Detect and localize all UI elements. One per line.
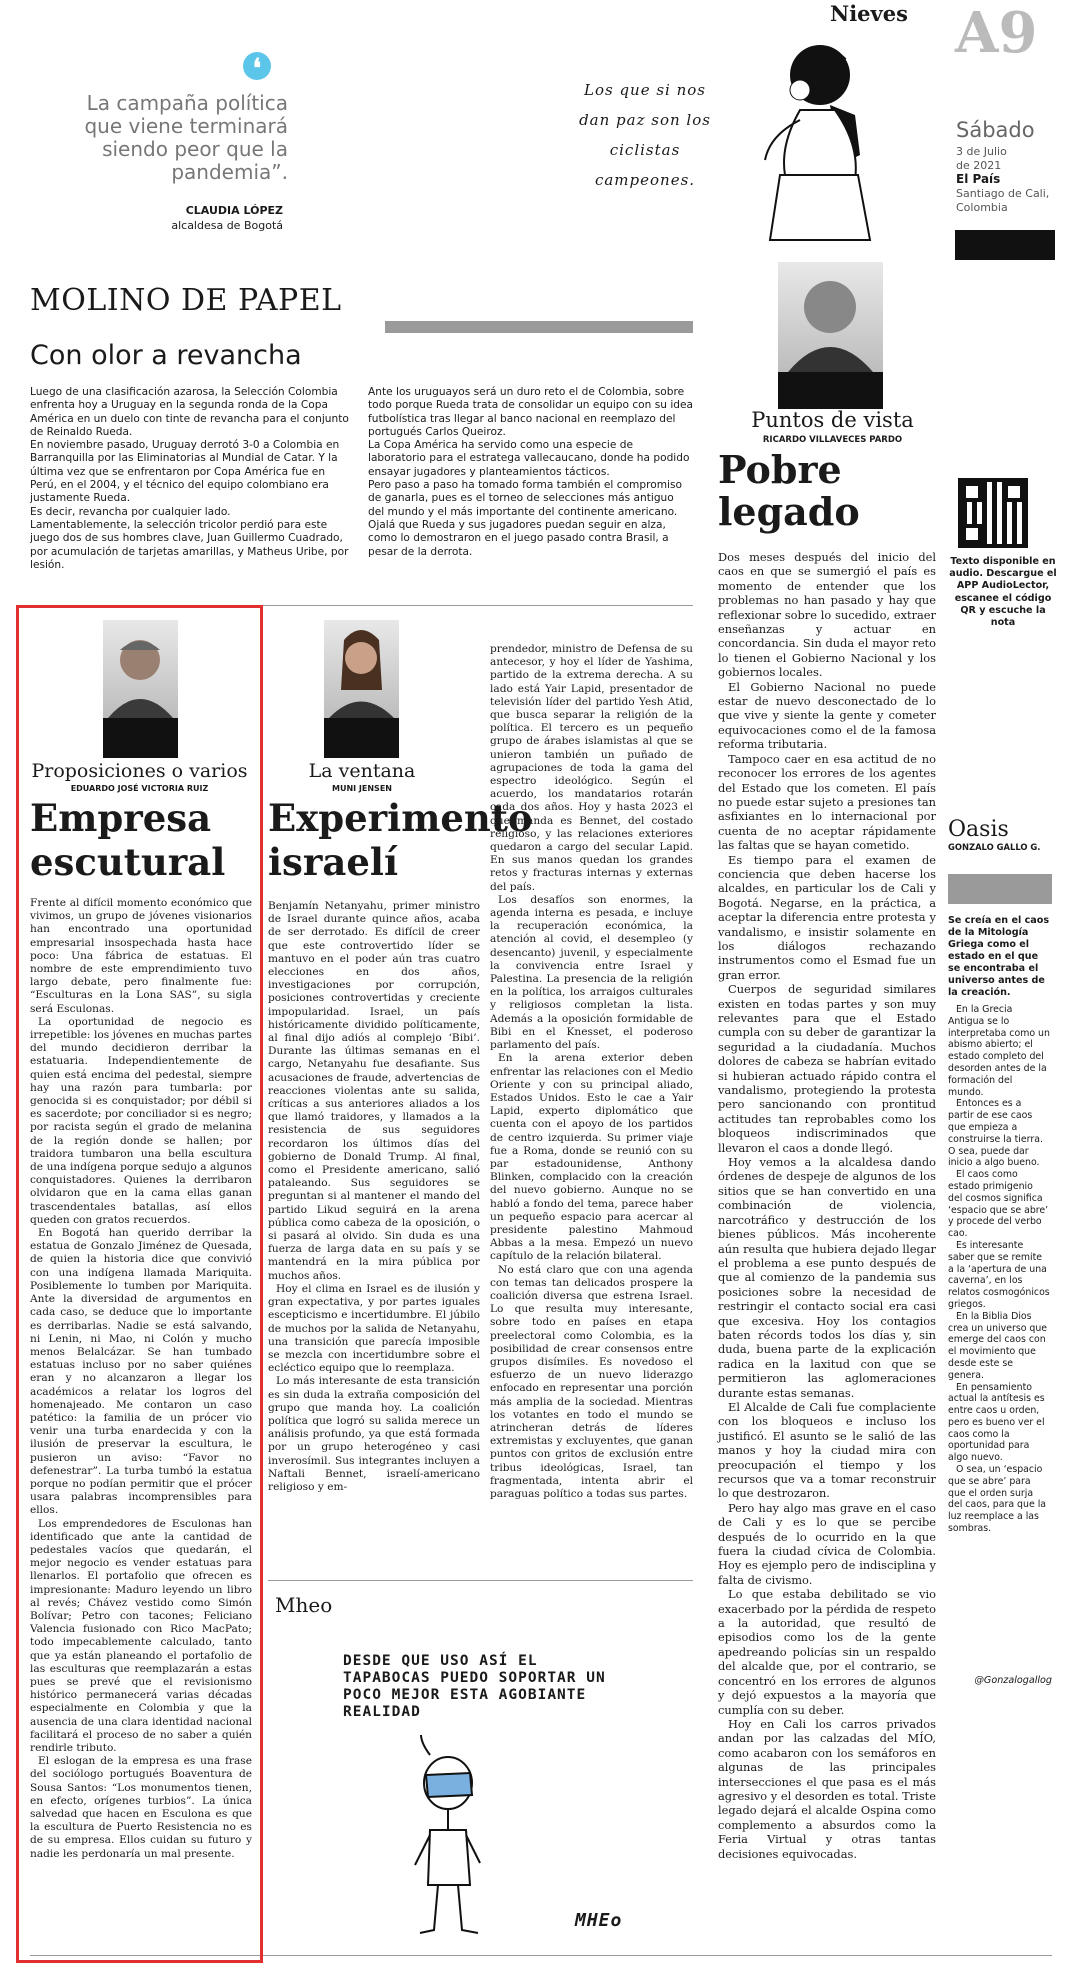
qr-code[interactable] [958,478,1028,548]
ventana-col-1 [268,900,480,1494]
paragraph: Pero hay algo mas grave en el caso de Cali y es lo que se percibe después de lo ocurrido en la que fuera la ciudad cívica de Colombia. Hoy es ejemplo pero de indisciplina y falta de civismo. [718,1500,936,1587]
header-date: 3 de Julio [956,145,1007,158]
paragraph: Benjamín Netanyahu, primer ministro de Israel durante quince años, acaba de ser derrotado. Es difícil de creer que este controvertido líder se mantuvo en el poder aún tras cuatro elecciones en dos años, investigaciones por corrupción, posiciones controvertidas y creciente impopularidad. Israel, un país históricamente dividido políticamente, al final dijo adiós al complejo ‘Bibi’. Durante las últimas semanas en el cargo, Netanyahu fue desafiante. Sus acusaciones de fraude, advertencias de reacciones violentas ante su salida, críticas a sus anteriores aliados a los que llamó traidores, y llamados a la resistencia de sus seguidores recordaron los últimos días del gobierno de Donald Trump. Al final, como el Presidente americano, salió pataleando. Sus seguidores se preguntan si al mantener el mando del partido Likud seguirá en la arena pública como cabeza de la oposición, o si pasará al olvido. Sin duda es una fuerza de larga data en su país y se mantendrá en la mira pública por muchos años. [268,900,481,1282]
quote-author-role: alcaldesa de Bogotá [171,219,283,232]
divider [268,1580,693,1581]
mheo-speech-text: DESDE QUE USO ASÍ EL TAPABOCAS PUEDO SOPORTAR UN POCO MEJOR ESTA AGOBIANTE REALIDAD [343,1653,606,1720]
paragraph: El eslogan de la empresa es una frase del sociólogo portugués Boaventura de Sousa Santos: “Los monumentos tienen, en efecto, orígenes turbios”. La única salvedad que hacen en Esculona es que la escultura de Puerto Resistencia no es de su empresa. Ellos cuidan su futuro y nadie les perdonaría un mal presente. [30,1755,252,1860]
ventana-col-2 [490,643,693,1501]
paragraph: Los emprendedores de Esculonas han identificado que ante la cantidad de pedestales vacíos que quedarán, el mejor negocio es vender estatuas para llenarlos. El portafolio que ofrecen es impresionante: Maduro leyendo un libro al revés; Chávez vestido como Simón Bolívar; Petro con tacones; Feliciano Valencia fusionado con Rico MacPato; todo impecablemente calculado, tanto que ya están planeando el portafolio de las esculturas que reemplazarán a estas pues se prevé que el revisionismo histórico permanecerá varias décadas especialmente en Colombia y que la ausencia de una clara identidad nacional facilitará el proceso de no saber a quién rendirle tributo. [30,1517,252,1754]
featured-quote: La campaña política que viene terminará siendo peor que la pandemia”. [84,91,288,184]
molino-headline: Con olor a revancha [30,340,302,371]
molino-title-bar [385,321,693,333]
redacted-box [103,718,178,758]
header-day: Sábado [956,118,1035,142]
puntos-headline-2: legado [718,489,860,534]
nieves-cartoon-text: Los que si nos dan paz son los ciclistas campeones. [579,81,711,189]
proposiciones-headline-2: escutural [30,840,226,884]
quote-author: CLAUDIA LÓPEZ [185,204,283,217]
paragraph: Lamentablemente, la selección tricolor perdió para este juego dos de sus hombres clave, Juan Guillermo Cuadrado, por acumulación de tarjetas amarillas, y Matheus Uribe, por lesión. [30,518,349,571]
header-country: Colombia [956,201,1008,214]
paragraph: Los desafíos son enormes, la agenda interna es pesada, e incluye la recuperación económica, la atención al covid, el desempleo (y desencanto) juvenil, y especialmente la convivencia entre Israel y Palestina. La presencia de la religión en la política, los arraigos culturales y religiosos completan la lista. Además a la oposición formidable de Bibi en el Knesset, el poderoso parlamento del país. [490,893,693,1052]
ventana-column-name: La ventana [308,760,416,782]
oasis-signature: @Gonzalogallog [974,1675,1052,1686]
paragraph: El caos como estado primigenio del cosmos significa ‘espacio que se abre’ y procede del verbo cao. [948,1169,1049,1240]
paragraph: Dos meses después del inicio del caos en que se sumergió el país es momento de entender que los problemas no han pasado y hay que reflexionar sobre lo sucedido, extraer enseñanzas y actuar en concordancia. Sin duda el mayor reto lo tienen el Gobierno Nacional y los gobiernos locales. [718,550,936,680]
paragraph: En la Grecia Antigua se lo interpretaba como un abismo abierto; el estado completo del desorden antes de la formación del mundo. [948,1004,1050,1098]
paragraph: Hoy el clima en Israel es de ilusión y gran expectativa, y por partes iguales escepticismo e incertidumbre. El júbilo de muchos por la salida de Netanyahu, una transición que parecía imposible se mezcla con incertidumbre sobre el ecléctico equipo que lo reemplaza. [268,1282,480,1375]
paragraph: Ante los uruguayos será un duro reto el de Colombia, sobre todo porque Rueda trata de consolidar un equipo con su idea futbolística tras llegar al banco nacional en reemplazo del portugués Carlos Queiroz. [368,386,694,438]
oasis-bar [948,874,1052,904]
paragraph: En pensamiento actual la antítesis es entre caos u orden, pero es bueno ver el caos como la oportunidad para algo nuevo. [948,1381,1045,1464]
molino-section-title: MOLINO DE PAPEL [30,283,342,318]
proposiciones-body [30,897,252,1861]
header-newspaper: El País [956,172,1001,186]
paragraph: En noviembre pasado, Uruguay derrotó 3-0 a Colombia en Barranquilla por las Eliminatorias al Mundial de Catar. Y la última vez que se enfrentaron por Copa América fue en Perú, en el 2004, y el técnico del equipo colombiano era justamente Rueda. [30,439,340,505]
paragraph: Es tiempo para el examen de conciencia que deben hacerse los alcaldes, en particular los de Cali y Bogotá. Negarse, en la práctica, a aceptar la diferencia entre protesta y vandalismo, e insistir solamente en los diálogos rechazando instrumentos como el Esmad fue un gran error. [718,852,936,982]
mheo-cartoon-drawing [400,1735,520,1940]
paragraph: La oportunidad de negocio es irrepetible: los jóvenes en muchas partes del mundo decidieron derribar la estatuaria. Independientemente de quien está encima del pedestal, siempre hay una razón para tumbarla: por genocida si es conquistador; por débil si es sacerdote; por conciliador si es negro; por racista según el grado de melanina de la región donde se hallen; por traidora tumbaron una bella escultura de una indígena porque sedujo a algunos conquistadores. Quienes la derribaron olvidaron que en la cama ellas ganan trascendentales batallas, así ellos queden con gratos recuerdos. [30,1015,252,1226]
paragraph: Luego de una clasificación azarosa, la Selección Colombia enfrenta hoy a Uruguay en la segunda ronda de la Copa América en un duelo con tinte de revancha para el conjunto de Reinaldo Rueda. [30,386,349,438]
page-number: A9 [955,0,1038,66]
paragraph: Pero paso a paso ha tomado forma también el compromiso de ganarla, pues es el torneo de selecciones más antiguo del mundo y el más importante del continente americano. [368,479,682,518]
paragraph: Hoy vemos a la alcaldesa dando órdenes de despeje de algunos de los sitios que se han convertido en una combinación de violencia, narcotráfico y destrucción de los bienes públicos. Más incoherente aún resulta que hubiera dejado llegar el problema a ese punto después de que al comienzo de la pandemia sus posiciones sobre la necesidad de restringir el contacto social era casi que excesiva. Hoy los contagios baten récords todos los días y, sin duda, buena parte de la explicación radica en la laxitud con que se permitieron las aglomeraciones durante estas semanas. [718,1155,936,1400]
quote-mark-icon: ❛ [243,52,271,80]
header-year: de 2021 [956,159,1002,172]
paragraph: prendedor, ministro de Defensa de su antecesor, y hoy el líder de Yashima, partido de la extrema derecha. A su lado está Yair Lapid, presentador de televisión líder del partido Yesh Atid, que busca separar la religión de la política. El tercero es un pequeño grupo de árabes islamistas al que se unieron también un puñado de agrupaciones de toda la gama del espectro ideológico. Según el acuerdo, los mandatarios rotarán cada dos años. Hoy y hasta 2023 el que manda es Bennet, del costado religioso, y las relaciones exteriores quedaron a cargo del secular Lapid. En sus manos quedan los grandes retos y fracturas internas y externas del país. [490,643,693,893]
paragraph: Lo que estaba debilitado se vio exacerbado por la pérdida de respeto a la autoridad, que resultó de episodios como los de la gente apedreando policías sin un respaldo del alcalde que, por el contrario, se concentró en los errores de algunos y dejó expuestos a la mayoría que cumplía con su deber. [718,1587,936,1717]
nieves-cartoon [570,35,900,255]
paragraph: Ojalá que Rueda y sus jugadores puedan seguir en alza, como lo demostraron en el juego pasado contra Brasil, a pesar de la derrota. [368,518,669,558]
oasis-column-name: Oasis [948,817,1009,842]
paragraph: O sea, un ‘espacio que se abre’ para que el orden surja del caos, para que la luz reemplace a las sombras. [948,1464,1047,1535]
redacted-box [324,718,399,758]
paragraph: El Alcalde de Cali fue complaciente con los bloqueos e incluso los justificó. El asunto se le salió de las manos y hoy la ciudad mira con preocupación el tiempo y los recursos que va a tomar reconstruir lo que destrozaron. [718,1399,936,1501]
proposiciones-headline-1: Empresa [30,796,212,840]
qr-note: Texto disponible en audio. Descargue el APP AudioLector, escanee el código QR y escuche la nota [949,556,1057,629]
puntos-headline-1: Pobre [718,447,842,492]
author-photo [778,262,883,372]
paragraph: Entonces es a partir de ese caos que empieza a construirse la tierra. O sea, puede dar inicio a algo bueno. [948,1098,1043,1169]
paragraph: En Bogotá han querido derribar la estatua de Gonzalo Jiménez de Quesada, de quien la historia dice que convivió con una indígena llamada Mariquita. Posiblemente lo tumben por Mariquita. Ante la diversidad de argumentos en cada caso, se deduce que lo importante es derribarlas. Nadie se está salvando, ni Lenin, ni Mao, ni Colón y mucho menos Belalcázar. Se han tumbado estatuas incluso por no saber quiénes eran y no alcanzaron a llegar los académicos a relatar los logros del homenajeado. Me contaron un caso patético: la familia de un prócer vio venir una turba enardecida y con la ilusión de preservar la escultura, le pusieron un aviso: “Favor no defenestrar”. La turba tumbó la estatua porque no podían permitir que el prócer usara palabras incomprensibles para ellos. [30,1227,252,1517]
molino-col-2 [368,386,693,559]
oasis-body [948,1004,1050,1535]
paragraph: La Copa América ha servido como una especie de laboratorio para el estratega vallecaucano, donde ha podido ensayar jugadores y planteamientos tácticos. [368,439,690,478]
header-city: Santiago de Cali, [956,187,1050,200]
paragraph: En la arena exterior deben enfrentar las relaciones con el Medio Oriente y con su principal aliado, Estados Unidos. Esto le cae a Yair Lapid, experto diplomático que cuenta con el apoyo de los partidos de centro izquierda. Su primer viaje fue a Roma, donde se reunió con su par estadounidense, Anthony Blinken, complacido con la creación del nuevo gobierno. Aunque no se habló a fondo del tema, parece haber un pequeño espacio para acercar al presidente palestino Mahmoud Abbas a la mesa. Empezó un nuevo capítulo de la relación bilateral. [490,1052,693,1263]
mheo-signature: MHEo [575,1910,623,1931]
ventana-author: MUNI JENSEN [332,784,392,793]
paragraph: Hoy en Cali los carros privados andan por las calzadas del MÍO, como acabaron con los semáforos en algunas de las principales intersecciones el que pasa es el más agresivo y el desorden es total. Triste legado dejará el alcalde Ospina como complemento a absurdos como la Feria Virtual y otras tantas decisiones equivocadas. [718,1716,936,1861]
paragraph: Cuerpos de seguridad similares existen en todas partes y son muy relevantes para que el Estado cumpla con su deber de garantizar la seguridad a la ciudadanía. Muchos dolores de cabeza se habrían evitado si hubieran actuado rápido contra el vandalismo, protegiendo la protesta pero sancionando con prontitud actitudes tan reprobables como los bloqueos indiscriminados que llevaron el caos a donde llegó. [718,982,936,1155]
paragraph: No está claro que con una agenda con temas tan delicados prospere la coalición diversa que estrena Israel. Lo que resulta muy interesante, sobre todo en países en etapa preelectoral como Colombia, es la posibilidad de crear consensos entre grupos disímiles. Es novedoso el esfuerzo de un nuevo liderazgo enfocado en representar una porción más amplia de la sociedad. Mientras los votantes en todo el mundo se atrincheran detrás de líderes extremistas y excluyentes, que ganan puntos con gritos de exclusión entre tribus ideológicas, Israel, tan fragmentada, intenta abrir el paraguas político a todas sus partes. [490,1263,693,1500]
molino-col-1 [30,386,350,572]
redacted-box [778,372,883,409]
nieves-section-name: Nieves [830,1,908,26]
ventana-headline-2: israelí [268,840,399,884]
proposiciones-author: EDUARDO JOSÉ VICTORIA RUIZ [70,784,209,793]
oasis-lead: Se creía en el caos de la Mitología Griega como el estado en el que se encontraba el universo antes de la creación. [948,915,1050,998]
oasis-author: GONZALO GALLO G. [948,842,1041,852]
puntos-author: RICARDO VILLAVECES PARDO [762,435,903,445]
puntos-column-name: Puntos de vista [751,408,914,432]
nieves-girl-drawing [740,35,890,250]
paragraph: Frente al difícil momento económico que vivimos, un grupo de jóvenes visionarios han encontrado una oportunidad empresarial insospechada hasta hace poco: Una fábrica de estatuas. El nombre de este emprendimiento tuvo largo debate, pero finalmente fue: “Esculturas en la Lona SAS”, su sigla será Esculonas. [30,897,252,1015]
mheo-section-name: Mheo [275,1593,333,1617]
paragraph: El Gobierno Nacional no puede estar de nuevo desconectado de lo que vive y siente la gente y cometer equivocaciones como el de la famosa reforma tributaria. [718,679,936,752]
paragraph: En la Biblia Dios crea un universo que emerge del caos con el movimiento que desde este se genera. [948,1310,1048,1381]
paragraph: Lo más interesante de esta transición es sin duda la extraña composición del grupo que manda hoy. La coalición política que logró su salida merece un análisis profundo, ya que está formada por un grupo heterogéneo y casi inverosímil. Sus integrantes incluyen a Naftali Bennet, israelí-americano religioso y em- [268,1375,480,1493]
puntos-body [718,550,936,1861]
ventana-headline-1: Experimento [268,796,533,840]
author-photo [103,620,178,718]
proposiciones-column-name: Proposiciones o varios [31,760,248,782]
redacted-box [955,230,1055,260]
paragraph: Es interesante saber que se remite a la ‘apertura de una caverna’, en los relatos cosmogónicos griegos. [948,1239,1050,1310]
paragraph: Tampoco caer en esa actitud de no reconocer los errores de los agentes del Estado que los cometen. El país no puede estar sujeto a presiones tan asfixiantes en lo internacional por cuenta de no aceptar rápidamente las faltas que se hayan cometido. [718,751,936,853]
author-photo [324,620,399,718]
paragraph: Es decir, revancha por cualquier lado. [30,505,231,518]
